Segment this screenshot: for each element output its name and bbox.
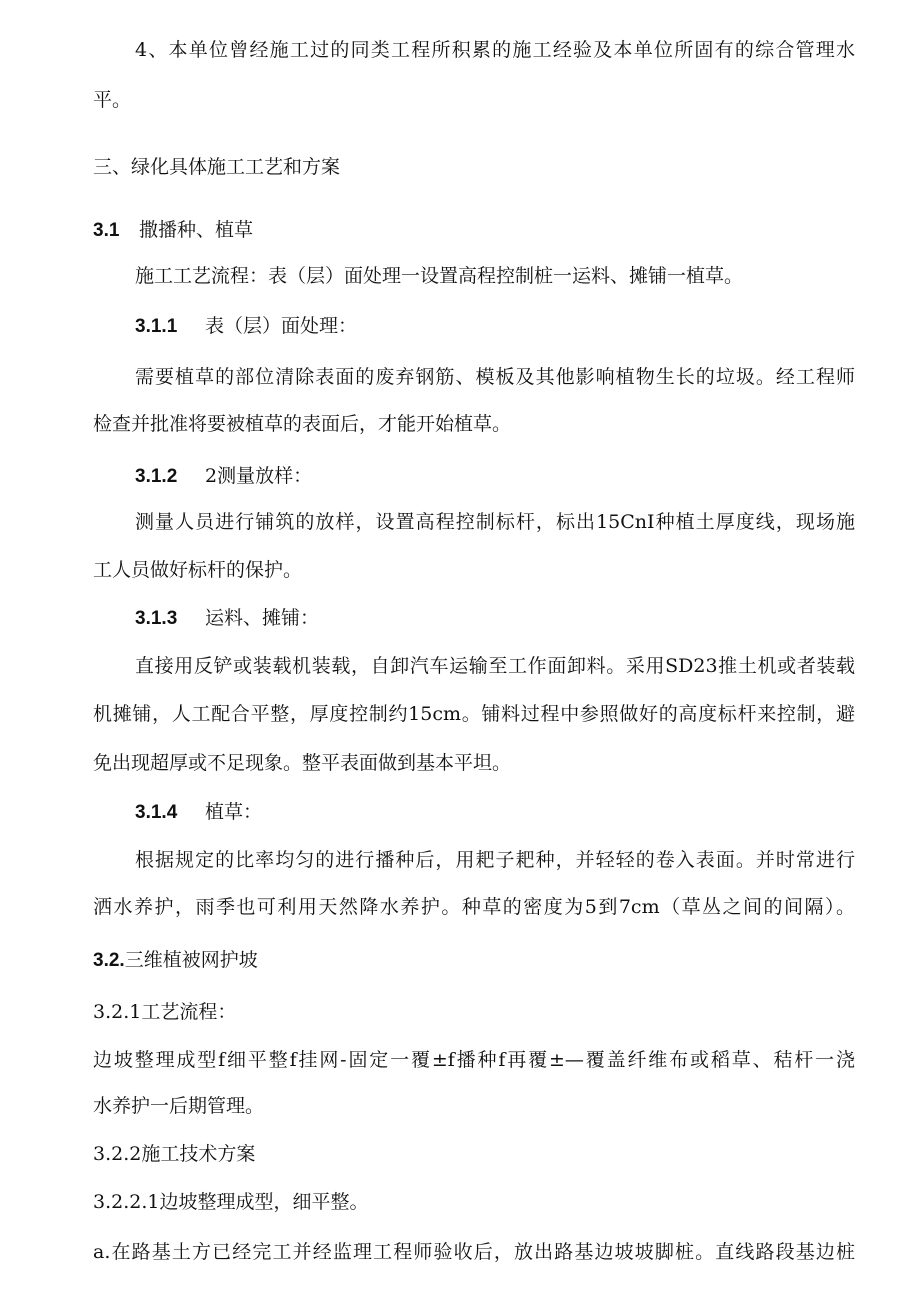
- heading-title: 运料、摊铺：: [205, 607, 320, 629]
- subsection-heading: [135, 464, 312, 489]
- subsection-heading: [93, 218, 253, 243]
- paragraph-line: 测量人员进行铺筑的放样，设置高程控制标杆，标出15CnI种植土厚度线，现场施: [135, 511, 855, 533]
- paragraph-line: 3.2.2.1边坡整理成型，细平整。: [93, 1191, 369, 1213]
- subsection-heading: [135, 314, 357, 339]
- heading-title: 植草：: [205, 801, 263, 823]
- paragraph-line: 需要植草的部位清除表面的废弃钢筋、模板及其他影响植物生长的垃圾。经工程师: [135, 366, 855, 388]
- heading-number: 3.1: [93, 220, 120, 241]
- paragraph-line: 3.2.2施工技术方案: [93, 1143, 256, 1165]
- paragraph-line: 机摊铺，人工配合平整，厚度控制约15cm。铺料过程中参照做好的高度标杆来控制，避: [93, 703, 855, 725]
- heading-number: 3.1.4: [135, 802, 178, 823]
- paragraph-line: 水养护一后期管理。: [93, 1095, 265, 1117]
- heading-title: 三维植被网护坡: [124, 949, 258, 971]
- section-heading: 三、绿化具体施工工艺和方案: [93, 156, 341, 178]
- heading-title: 2测量放样：: [205, 465, 313, 487]
- heading-title: 撒播种、植草: [139, 219, 254, 241]
- heading-number: 3.2.: [93, 950, 125, 971]
- heading-number: 3.1.1: [135, 316, 178, 337]
- subsection-heading: [135, 606, 319, 631]
- paragraph-line: 3.2.1工艺流程：: [93, 1001, 237, 1023]
- subsection-heading: [93, 948, 258, 973]
- subsection-heading: [135, 800, 262, 825]
- paragraph-line: 检查并批准将要被植草的表面后，才能开始植草。: [93, 413, 512, 435]
- heading-title: 表（层）面处理：: [205, 315, 358, 337]
- paragraph-line: 边坡整理成型f细平整f挂网-固定一覆±f播种f再覆±—覆盖纤维布或稻草、秸杆一浇: [93, 1049, 855, 1071]
- paragraph-line: 根据规定的比率均匀的进行播种后，用耙子耙种，并轻轻的卷入表面。并时常进行: [135, 849, 855, 871]
- paragraph-line: 直接用反铲或装载机装载，自卸汽车运输至工作面卸料。采用SD23推土机或者装载: [135, 655, 855, 677]
- paragraph-line: 施工工艺流程：表（层）面处理一设置高程控制桩一运料、摊铺一植草。: [135, 265, 744, 287]
- paragraph-line: 洒水养护，雨季也可利用天然降水养护。种草的密度为5到7cm（草丛之间的间隔）。: [93, 896, 855, 918]
- paragraph-line: 工人员做好标杆的保护。: [93, 559, 303, 581]
- paragraph-line: 免出现超厚或不足现象。整平表面做到基本平坦。: [93, 752, 512, 774]
- paragraph-line: 4、本单位曾经施工过的同类工程所积累的施工经验及本单位所固有的综合管理水: [135, 39, 855, 61]
- heading-number: 3.1.3: [135, 608, 178, 629]
- paragraph-line: 平。: [93, 89, 132, 111]
- heading-number: 3.1.2: [135, 466, 178, 487]
- paragraph-line: a.在路基土方已经完工并经监理工程师验收后，放出路基边坡坡脚桩。直线路段基边桩: [93, 1241, 855, 1263]
